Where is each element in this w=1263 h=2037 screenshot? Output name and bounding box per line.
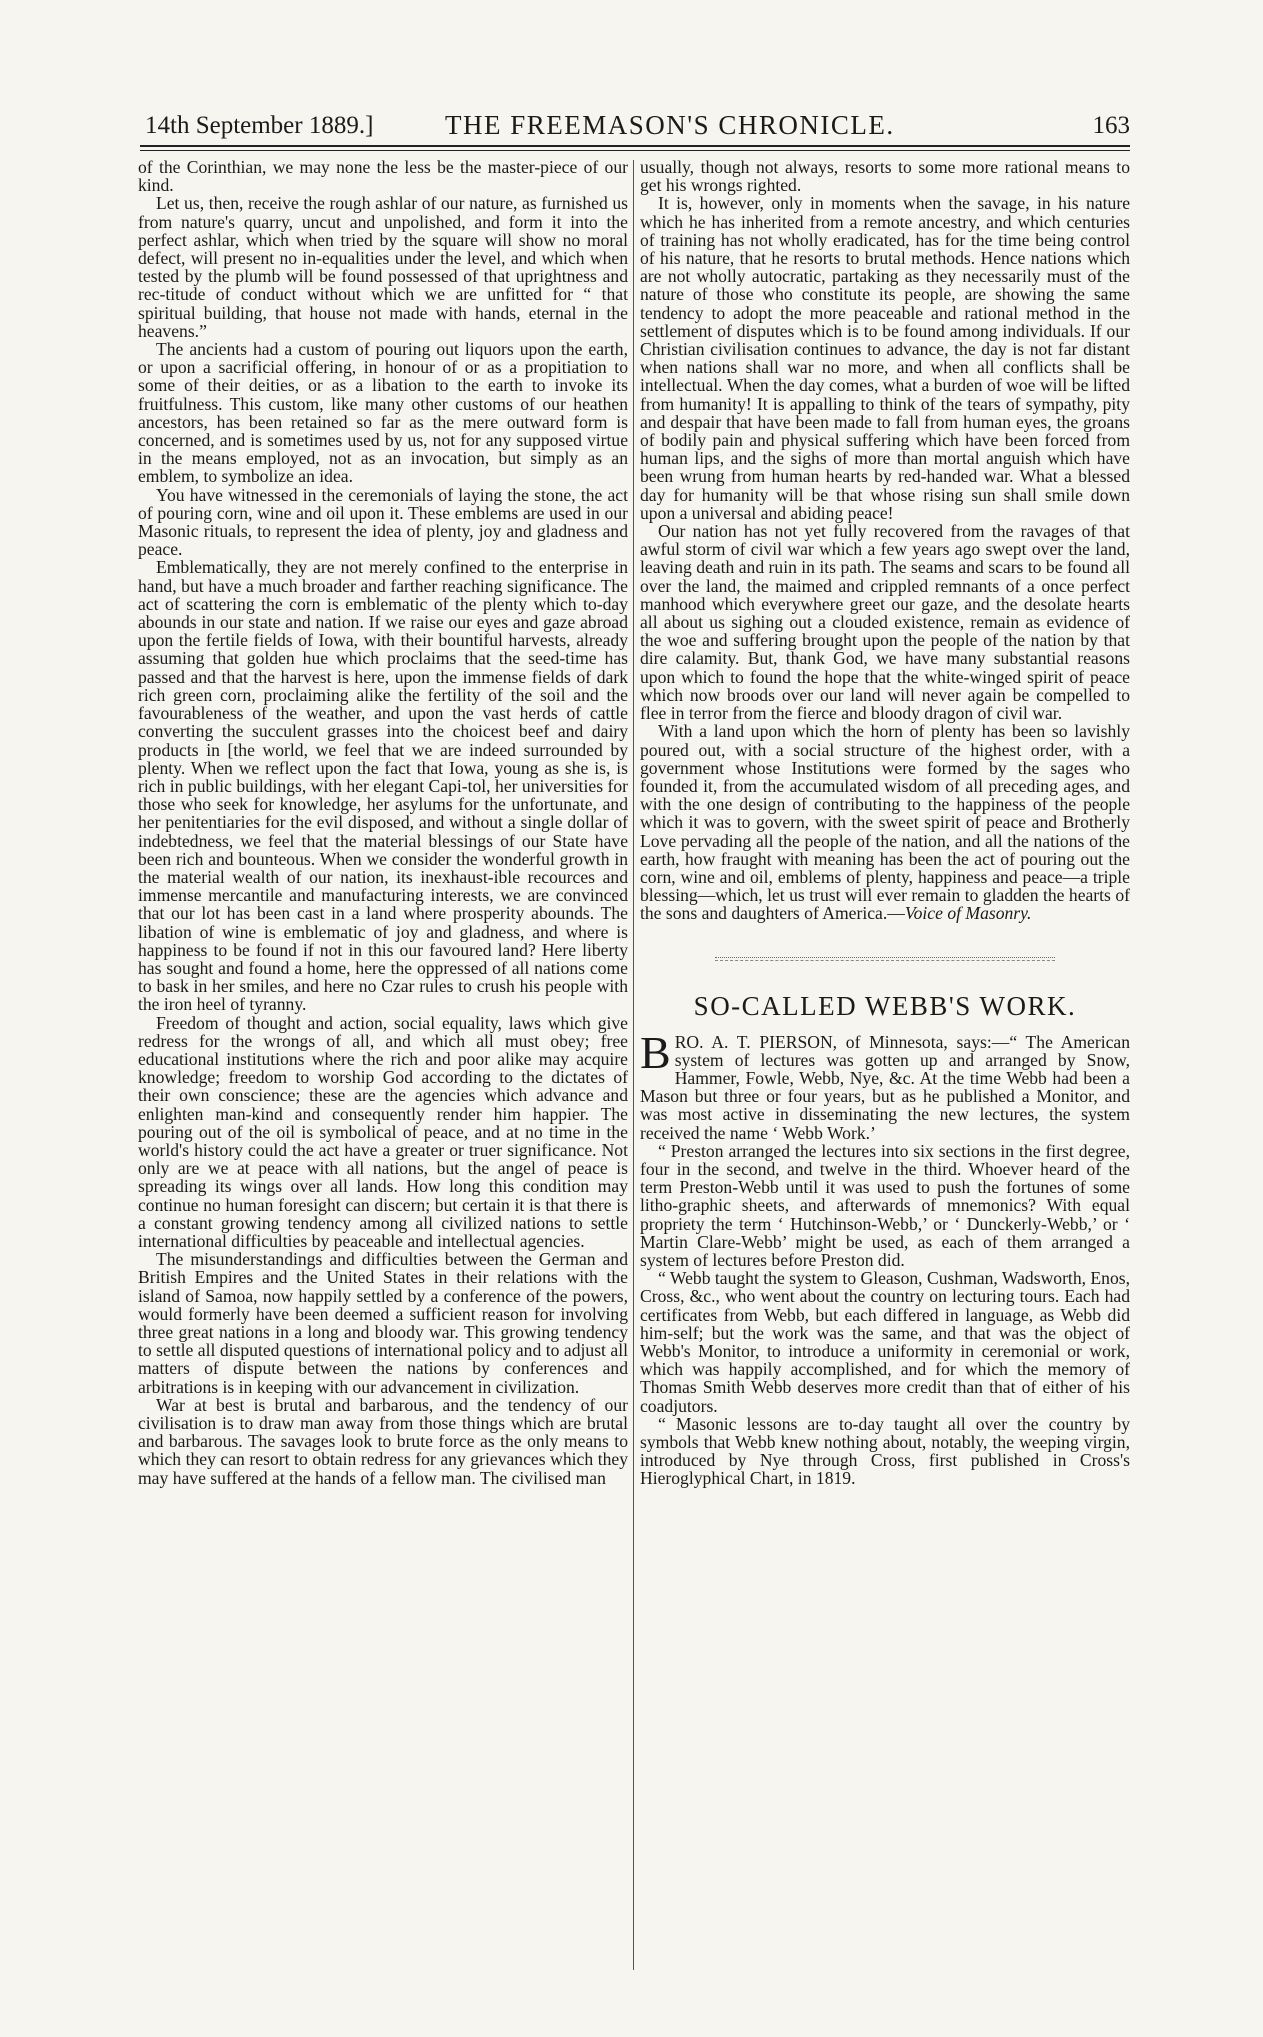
article-heading: SO-CALLED WEBB'S WORK. bbox=[693, 990, 1077, 1021]
page-header bbox=[145, 108, 1130, 144]
column-separator bbox=[633, 160, 634, 1970]
issue-date: 14th September 1889.] bbox=[145, 112, 374, 139]
paragraph: Let us, then, receive the rough ashlar of our nature, as furnished us from nature's quarry, uncut and unpolished, and form it into the perfect ashlar, which when tried by the square will show no moral defect, will present no in-equalities under the level, and which when tested by the plumb will be found possessed of that uprightness and rec-titude of conduct without which we are unfitted for “ that spiritual building, that house not made with hands, eternal in the heavens.” bbox=[138, 193, 628, 341]
paragraph: of the Corinthian, we may none the less be the master-piece of our kind. bbox=[138, 157, 628, 196]
paragraph: War at best is brutal and barbarous, and the tendency of our civilisation is to draw man away from those things which are brutal and barbarous. The savages look to brute force as the only means to which they can resort to obtain redress for any grievances which they may have suffered at the hands of a fellow man. The civilised man bbox=[138, 1394, 628, 1488]
attribution: Voice of Masonry. bbox=[904, 903, 1032, 924]
paragraph: Emblematically, they are not merely confined to the enterprise in hand, but have a much broader and farther reaching significance. The act of scattering the corn is emblematic of the plenty which to-day abounds in our state and nation. If we raise our eyes and gaze abroad upon the fertile fields of Iowa, with their bountiful harvests, already assuming that golden hue which proclaims that the seed-time has passed and that the harvest is here, upon the immense fields of dark rich green corn, proclaiming alike the fertility of the soil and the favourableness of the weather, and upon the vast herds of cattle converting the succulent grasses into the choicest beef and dairy products in [the world, we feel that we are indeed surrounded by plenty. When we reflect upon the fact that Iowa, young as she is, is rich in public buildings, with her elegant Capi-tol, her universities for those who seek for knowledge, her asylums for the unfortunate, and her penitentiaries for the evil disposed, and without a single dollar of indebtedness, we feel that the material blessings of our State have been rich and bounteous. When we consider the wonderful growth in the material wealth of our nation, its inexhaust-ible recources and immense mercantile and manufacturing interests, we are convinced that our lot has been cast in a land where prosperity abounds. The libation of wine is emblematic of joy and gladness, and where is happiness to be found if not in this our favoured land? Here liberty has sought and found a home, here the oppressed of all nations come to bask in her smiles, and here no Czar rules to crush his people with the iron heel of tyranny. bbox=[138, 557, 628, 1015]
paragraph-text: With a land upon which the horn of plenty has been so lavishly poured out, with a social structure of the highest order, with a government whose Institutions were formed by the sages who founded it, from the accumulated wisdom of all preceding ages, and with the one design of contributing to the happiness of the people which it was to govern, with the sweet spirit of peace and Brotherly Love pervading all the people of the nation, and all the nations of the earth, how fraught with meaning has been the act of pouring out the corn, wine and oil, emblems of plenty, happiness and peace—a triple blessing—which, let us trust will ever remain to gladden the hearts of the sons and daughters of America.— bbox=[640, 721, 1130, 924]
page-number: 163 bbox=[1092, 112, 1130, 139]
drop-cap: B bbox=[640, 1026, 671, 1078]
paragraph: “ Webb taught the system to Gleason, Cushman, Wadsworth, Enos, Cross, &c., who went about the country on lecturing tours. Each had certificates from Webb, but each differed in language, as Webb did him-self; but the work was the same, and that was the object of Webb's Monitor, to introduce a uniformity in ceremonial or work, which was happily accomplished, and for which the memory of Thomas Smith Webb deserves more credit than that of either of his coadjutors. bbox=[640, 1268, 1130, 1416]
left-column bbox=[138, 158, 628, 1487]
header-rule-thin bbox=[140, 150, 1130, 151]
paragraph: It is, however, only in moments when the savage, in his nature which he has inherited from a remote ancestry, and which centuries of training has not wholly eradicated, has for the time being control of his nature, that he resorts to brutal methods. Hence nations which are not wholly autocratic, partaking as they necessarily must of the nature of those who constitute its people, are showing the same tendency to adopt the more peaceable and rational method in the settlement of disputes which is to be found among individuals. If our Christian civilisation continues to advance, the day is not far distant when nations shall war no more, and when all conflicts shall be intellectual. When the day comes, what a burden of woe will be lifted from humanity! It is appalling to think of the tears of sympathy, pity and despair that have been made to fall from human eyes, the groans of bodily pain and physical suffering which have been forced from human lips, and the sighs of more than mortal anguish which have been wrung from human hearts by red-handed war. What a blessed day for humanity will be that whose rising sun shall smile down upon a universal and abiding peace! bbox=[640, 193, 1130, 523]
right-column bbox=[640, 158, 1130, 1488]
paragraph: “ Preston arranged the lectures into six sections in the first degree, four in the second, and twelve in the third. Whoever heard of the term Preston-Webb until it was used to push the fortunes of some litho-graphic sheets, and afterwards of mnemonics? With equal propriety the term ‘ Hutchinson-Webb,’ or ‘ Dunckerly-Webb,’ or ‘ Martin Clare-Webb’ might be used, as each of them arranged a system of lectures before Preston did. bbox=[640, 1140, 1130, 1270]
paragraph: Freedom of thought and action, social equality, laws which give redress for the wrongs of all, and which all must obey; free educational institutions where the rich and poor alike may acquire knowledge; freedom to worship God according to the dictates of their own conscience; these are the agencies which advance and enlighten man-kind and consequently render him happier. The pouring out of the oil is symbolical of peace, and at no time in the world's history could the act have a greater or truer significance. Not only are we at peace with all nations, but the angel of peace is spreading its wings over all lands. How long this condition may continue no human foresight can discern; but certain it is that there is a constant growing tendency among all civilized nations to settle international difficulties by peaceable and intellectual agencies. bbox=[138, 1012, 628, 1251]
paragraph-with-attribution bbox=[640, 722, 1130, 922]
article-first-paragraph bbox=[640, 1026, 1130, 1143]
paragraph: usually, though not always, resorts to some more rational means to get his wrongs righted. bbox=[640, 157, 1130, 196]
paragraph: The ancients had a custom of pouring out liquors upon the earth, or upon a sacrificial offering, in honour of or as a propitiation to some of their deities, or as a libation to the earth to invoke its fruitfulness. This custom, like many other customs of our heathen ancestors, has been retained so far as the mere outward form is concerned, and is sometimes used by us, not for any supposed virtue in the means employed, not as an invocation, but simply as an emblem, to symbolize an idea. bbox=[138, 339, 628, 487]
paragraph-text: RO. A. T. PIERSON, of Minnesota, says:—“ The American system of lectures was gotten up and arranged by Snow, Hammer, Fowle, Webb, Nye, &c. At the time Webb had been a Mason but three or four years, but as he published a Monitor, and was most active in disseminating the new lectures, the system received the name ‘ Webb Work.’ bbox=[640, 1031, 1130, 1143]
paragraph: Our nation has not yet fully recovered from the ravages of that awful storm of civil war which a few years ago swept over the land, leaving death and ruin in its path. The seams and scars to be found all over the land, the maimed and crippled remnants of a once perfect manhood which everywhere greet our gaze, and the desolate hearts all about us sighing out a clouded existence, remain as evidence of the woe and suffering brought upon the people of the nation by that dire calamity. But, thank God, we have many substantial reasons upon which to found the hope that the white-winged spirit of peace which now broods over our land will never again be compelled to flee in terror from the fierce and bloody dragon of civil war. bbox=[640, 521, 1130, 724]
header-rule bbox=[140, 145, 1130, 147]
paragraph: The misunderstandings and difficulties between the German and British Empires and the United States in their relations with the island of Samoa, now happily settled by a conference of the powers, would formerly have been deemed a sufficient reason for involving three great nations in a long and bloody war. This growing tendency to settle all disputed questions of international policy and to adjust all matters of dispute between the nations by conferences and arbitrations is in keeping with our advancement in civilization. bbox=[138, 1249, 628, 1397]
section-divider bbox=[715, 957, 1055, 961]
publication-title: THE FREEMASON'S CHRONICLE. bbox=[445, 110, 895, 140]
paragraph: You have witnessed in the ceremonials of laying the stone, the act of pouring corn, wine and oil upon it. These emblems are used in our Masonic rituals, to represent the idea of plenty, joy and gladness and peace. bbox=[138, 484, 628, 560]
paragraph: “ Masonic lessons are to-day taught all over the country by symbols that Webb knew nothing about, notably, the weeping virgin, introduced by Nye through Cross, first published in Cross's Hieroglyphical Chart, in 1819. bbox=[640, 1413, 1130, 1489]
